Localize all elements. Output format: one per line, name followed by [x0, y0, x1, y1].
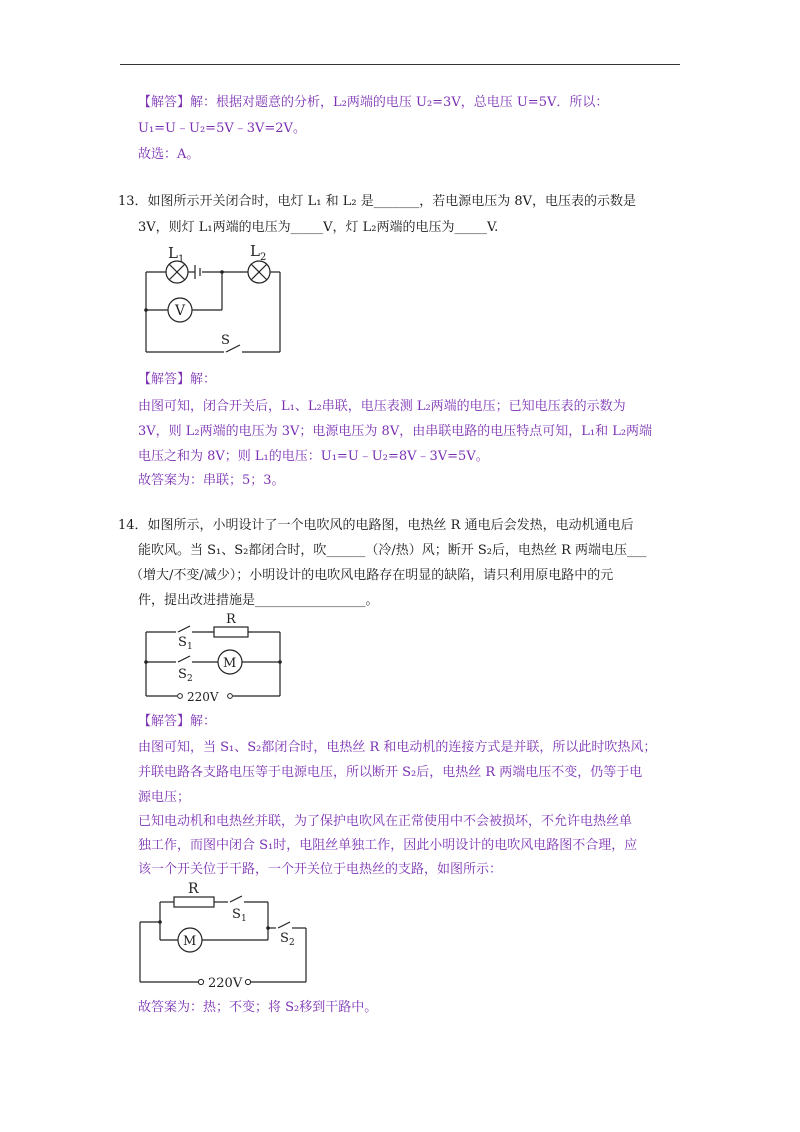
- q13-answer-line2: 3V，则 L₂两端的电压为 3V；电源电压为 8V，由串联电路的电压特点可知，L₁和 L₂两端: [138, 424, 653, 439]
- improved-switch-s1-label: S: [232, 907, 241, 922]
- header-rule: [120, 64, 680, 65]
- improved-motor-label: M: [183, 934, 197, 949]
- improved-resistor-r-label: R: [188, 881, 199, 897]
- q14-answer-line3: 源电压；: [138, 790, 191, 805]
- q13-answer-line3: 电压之和为 8V；则 L₁的电压：U₁=U﹣U₂=8V﹣3V=5V。: [138, 449, 489, 464]
- q14-circuit-diagram: [140, 612, 290, 707]
- lamp-l2-icon: [248, 261, 270, 283]
- lamp-l1-icon: [166, 261, 188, 283]
- q14-answer-line6: 该一个开关位于干路，一个开关位于电热丝的支路，如图所示：: [138, 862, 503, 877]
- q14-answer-line5: 独工作，而图中闭合 S₁时，电阻丝单独工作，因此小明设计的电吹风电路图不合理，应: [138, 838, 638, 853]
- q13-line2: 3V，则灯 L₁两端的电压为_____V，灯 L₂两端的电压为_____V.: [138, 220, 499, 235]
- prev-answer-line3: 故选：A。: [138, 147, 200, 162]
- lamp-l2-label: L: [250, 242, 260, 260]
- motor-label: M: [223, 656, 237, 671]
- switch-s2-label: S: [178, 667, 187, 682]
- q14-line4: 件，提出改进措施是_________________。: [138, 593, 379, 608]
- voltmeter-label: V: [175, 303, 186, 319]
- q14-line1: 14．如图所示，小明设计了一个电吹风的电路图，电热丝 R 通电后会发热，电动机通电后: [118, 518, 634, 533]
- lamp-l1-subscript: 1: [178, 254, 185, 265]
- q14-improved-circuit-diagram: [138, 882, 318, 992]
- q14-line3: （增大/不变/减少）；小明设计的电吹风电路存在明显的缺陷，请只利用原电路中的元: [130, 568, 614, 583]
- prev-answer-line2: U₁=U﹣U₂=5V﹣3V=2V。: [138, 121, 306, 136]
- improved-switch-s2-subscript: 2: [289, 938, 295, 948]
- q14-answer-line2: 并联电路各支路电压等于电源电压，所以断开 S₂后，电热丝 R 两端电压不变，仍等于电: [138, 765, 643, 780]
- resistor-r-label: R: [226, 612, 236, 627]
- improved-switch-s2-label: S: [280, 931, 289, 946]
- q14-answer-heading: 【解答】解：: [138, 714, 217, 729]
- q14-answer-label: 【解答】: [138, 714, 191, 729]
- q14-answer-line4: 已知电动机和电热丝并联，为了保护电吹风在正常使用中不会被损坏，不允许电热丝单: [138, 814, 633, 829]
- q14-line2: 能吹风。当 S₁、S₂都闭合时，吹______（冷/热）风；断开 S₂后，电热丝 R 两端电压___: [138, 543, 647, 558]
- q13-answer-line4: 故答案为：串联；5；3。: [138, 473, 285, 488]
- lamp-l2-subscript: 2: [260, 252, 267, 263]
- q13-answer-heading: 【解答】解：: [138, 372, 217, 387]
- q13-line1: 13．如图所示开关闭合时，电灯 L₁ 和 L₂ 是_______，若电源电压为 8V，电压表的示数是: [118, 194, 637, 209]
- prev-answer-label: 【解答】: [138, 95, 191, 110]
- q13-answer-label: 【解答】: [138, 372, 191, 387]
- switch-s1-subscript: 1: [187, 642, 193, 652]
- q13-circuit-diagram: [140, 240, 290, 358]
- q14-answer-line1: 由图可知，当 S₁、S₂都闭合时，电热丝 R 和电动机的连接方式是并联，所以此时吹热风；: [138, 740, 657, 755]
- improved-supply-voltage-label: 220V: [208, 976, 243, 991]
- prev-answer-line1: 【解答】解：根据对题意的分析，L₂两端的电压 U₂=3V，总电压 U=5V．所以：: [138, 95, 609, 110]
- improved-switch-s1-subscript: 1: [241, 914, 247, 924]
- lamp-l1-label: L: [168, 244, 178, 262]
- switch-s1-label: S: [178, 635, 187, 650]
- q13-answer-line1: 由图可知，闭合开关后，L₁、L₂串联，电压表测 L₂两端的电压；已知电压表的示数为: [138, 399, 626, 414]
- switch-s-label: S: [221, 333, 230, 348]
- supply-voltage-label: 220V: [187, 690, 219, 704]
- switch-s2-subscript: 2: [187, 674, 193, 684]
- q14-answer-line7: 故答案为：热；不变；将 S₂移到干路中。: [138, 1000, 378, 1015]
